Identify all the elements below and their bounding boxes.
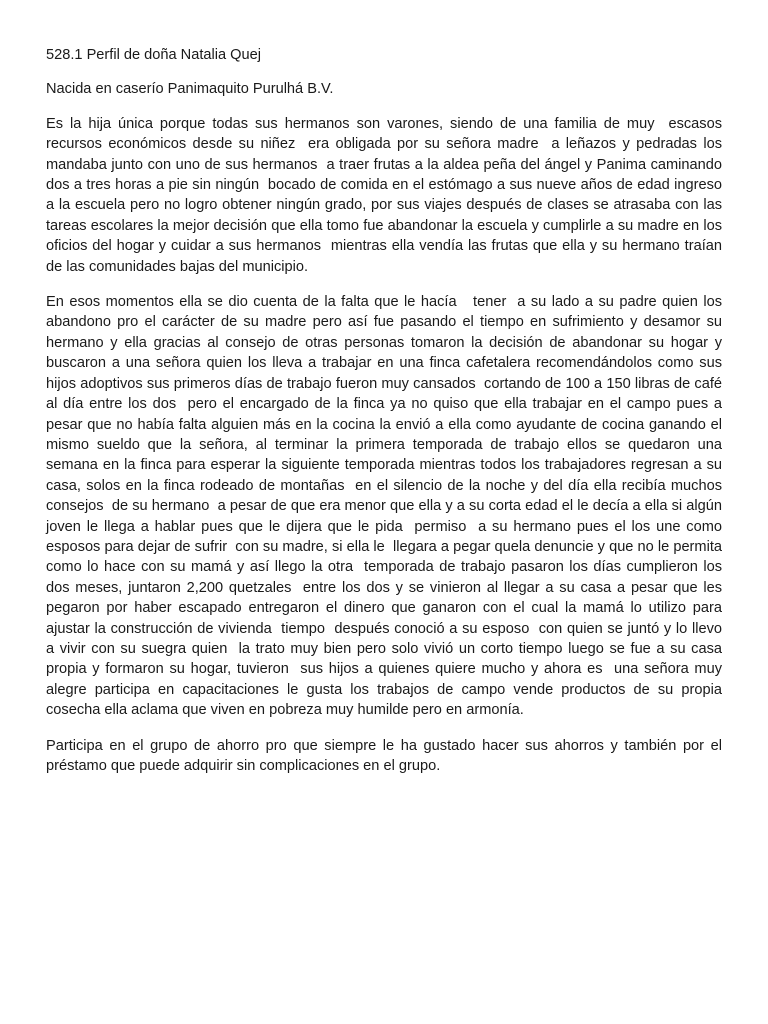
- paragraph-savings-group: Participa en el grupo de ahorro pro que siempre le ha gustado hacer sus ahorros y también por el préstamo que puede adquirir sin complicaciones en el grupo.: [46, 737, 727, 774]
- paragraph-childhood: Es la hija única porque todas sus hermanos son varones, siendo de una familia de muy escasos recursos económicos desde su niñez era obligada por su señora madre a leñazos y pedradas los mandaba junto con uno de sus hermanos a traer frutas a la aldea peña del ángel y Panima caminando dos a tres horas a pie sin ningún bocado de comida en el estómago a sus nueve años de edad ingreso a la escuela pero no logro obtener ningún grado, por sus viajes después de clases se atrasaba con las tareas escolares la mejor decisión que ella tomo fue abandonar la escuela y cumplirle a su madre en los oficios del hogar y cuidar a sus hermanos mientras ella vendía las frutas que ella y su hermano traían de las comunidades bajas del municipio.: [46, 115, 727, 275]
- paragraph-finca-work: En esos momentos ella se dio cuenta de la falta que le hacía tener a su lado a su padre quien los abandono pro el carácter de su madre pero así fue pasando el tiempo en sufrimiento y desamor su hermano y ella gracias al consejo de otras personas tomaron la decisión de abandonar su hogar y buscaron a una señora quien los lleva a trabajar en una finca cafetalera recomendándolos como sus hijos adoptivos sus primeros días de trabajo fueron muy cansados cortando de 100 a 150 libras de café al día entre los dos pero el encargado de la finca ya no quiso que ella trabajar en el campo pues a pesar que no había falta alguien más en la cocina la envió a ella como ayudante de cocina ganando el mismo sueldo que la señora, al terminar la primera temporada de trabajo ellos se quedaron una semana en la finca para esperar la siguiente temporada mientras todos los trabajadores regresan a su casa, solos en la finca rodeado de montañas en el silencio de la noche y del día ella recibía muchos consejos de su hermano a pesar de que era menor que ella y a su corta edad el le decía a ella si algún joven le llega a hablar pues que le dijera que le pida permiso a su hermano pues el los une como esposos para dejar de sufrir con su madre, si ella le llegara a pegar quela denuncie y que no le permita como lo hace con su mamá y así llego la otra temporada de trabajo pasaron los días cumplieron los dos meses, juntaron 2,200 quetzales entre los dos y se vinieron al llegar a su casa a pesar que les pegaron por haber escapado entregaron el dinero que ganaron con el cual la mamá lo utilizo para ajustar la construcción de vivienda tiempo después conoció a su esposo con quien se juntó y lo llevo a vivir con su suegra quien la trato muy bien pero solo vivió un corto tiempo luego se fue a su casa propia y formaron su hogar, tuvieron sus hijos a quienes quiere mucho y ahora es una señora muy alegre participa en capacitaciones le gusta los trabajos de campo vende productos de su propia cosecha ella aclama que viven en pobreza muy humilde pero en armonía.: [46, 294, 731, 719]
- document-title: 528.1 Perfil de doña Natalia Quej: [46, 47, 261, 63]
- document-subtitle: Nacida en caserío Panimaquito Purulhá B.V.: [46, 81, 334, 98]
- document-page: [46, 45, 731, 791]
